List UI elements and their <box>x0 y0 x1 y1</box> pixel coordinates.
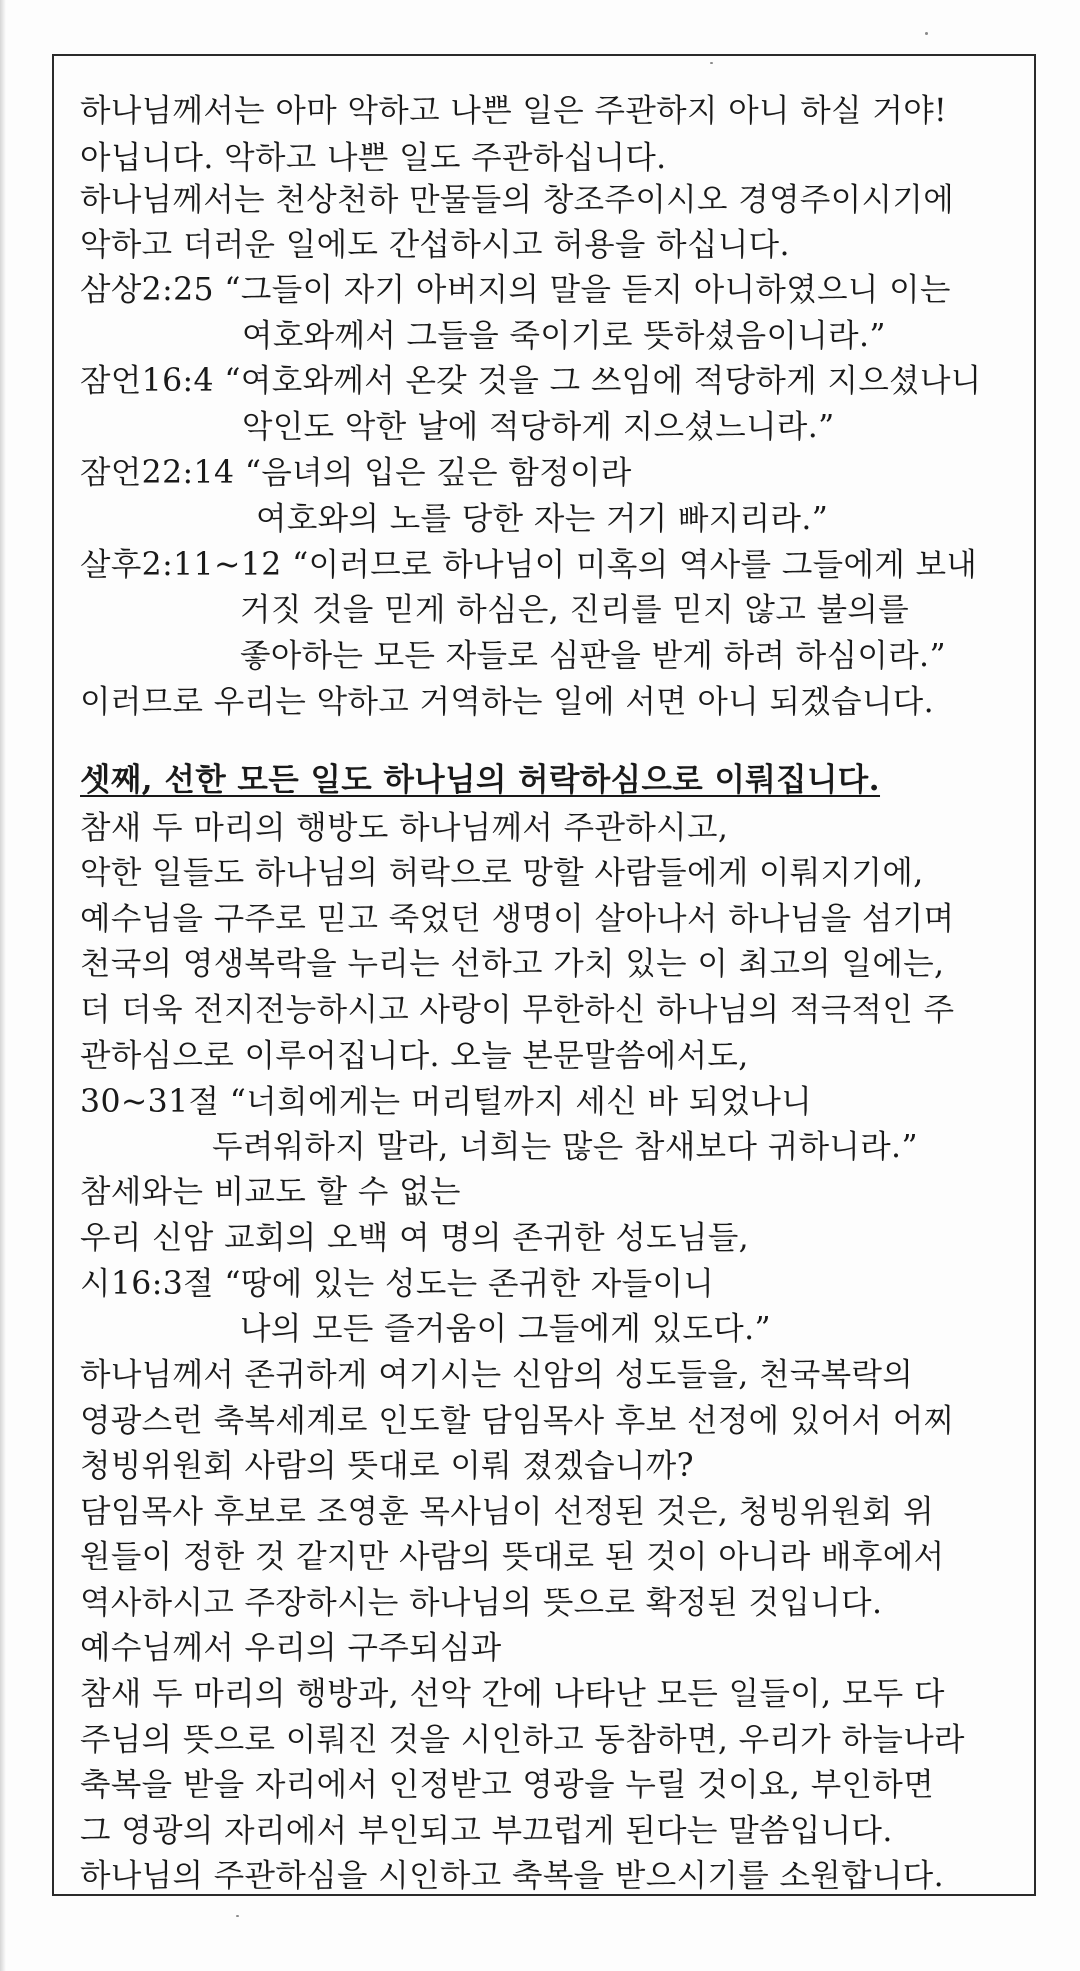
text-line: 관하심으로 이루어집니다. 오늘 본문말씀에서도, <box>80 1038 749 1074</box>
text-line: 담임목사 후보로 조영훈 목사님이 선정된 것은, 청빙위원회 위 <box>80 1494 935 1530</box>
text-line: 이러므로 우리는 악하고 거역하는 일에 서면 아니 되겠습니다. <box>80 684 935 720</box>
text-line: 잠언16:4 “여호와께서 온갖 것을 그 쓰임에 적당하게 지으셨나니 <box>80 363 982 399</box>
text-line: 하나님의 주관하심을 시인하고 축복을 받으시기를 소원합니다. <box>80 1858 945 1894</box>
text-line: 시16:3절 “땅에 있는 성도는 존귀한 자들이니 <box>80 1266 715 1302</box>
text-line: 참새 두 마리의 행방도 하나님께서 주관하시고, <box>80 810 729 846</box>
text-line: 우리 신암 교회의 오백 여 명의 존귀한 성도님들, <box>80 1220 750 1256</box>
text-line: 하나님께서 존귀하게 여기시는 신암의 성도들을, 천국복락의 <box>80 1357 914 1393</box>
text-line: 하나님께서는 아마 악하고 나쁜 일은 주관하지 아니 하실 거야! <box>80 93 948 129</box>
text-line: 영광스런 축복세계로 인도할 담임목사 후보 선정에 있어서 어찌 <box>80 1403 955 1439</box>
text-line: 주님의 뜻으로 이뤄진 것을 시인하고 동참하면, 우리가 하늘나라 <box>80 1722 965 1758</box>
text-line: 삼상2:25 “그들이 자기 아버지의 말을 듣지 아니하였으니 이는 <box>80 272 951 308</box>
text-line: 여호와의 노를 당한 자는 거기 빠지리라.” <box>256 501 829 537</box>
text-line: 여호와께서 그들을 죽이기로 뜻하셨음이니라.” <box>242 318 886 354</box>
text-line: 천국의 영생복락을 누리는 선하고 가치 있는 이 최고의 일에는, <box>80 946 945 982</box>
text-line: 원들이 정한 것 같지만 사람의 뜻대로 된 것이 아니라 배후에서 <box>80 1539 945 1575</box>
scan-speck <box>710 62 713 64</box>
text-line: 나의 모든 즐거움이 그들에게 있도다.” <box>240 1311 772 1347</box>
section-heading: 셋째, 선한 모든 일도 하나님의 허락하심으로 이뤄집니다. <box>80 761 881 798</box>
text-line: 악한 일들도 하나님의 허락으로 망할 사람들에게 이뤄지기에, <box>80 855 924 891</box>
text-line: 두려워하지 말라, 너희는 많은 참새보다 귀하니라.” <box>212 1129 918 1165</box>
text-line: 역사하시고 주장하시는 하나님의 뜻으로 확정된 것입니다. <box>80 1585 883 1621</box>
scan-speck <box>925 32 928 35</box>
text-line: 잠언22:14 “음녀의 입은 깊은 함정이라 <box>80 455 632 491</box>
text-line: 아닙니다. 악하고 나쁜 일도 주관하십니다. <box>80 140 667 176</box>
text-line: 참새 두 마리의 행방과, 선악 간에 나타난 모든 일들이, 모두 다 <box>80 1676 945 1712</box>
text-line: 30~31절 “너희에게는 머리털까지 세신 바 되었나니 <box>80 1084 813 1120</box>
text-line: 예수님께서 우리의 구주되심과 <box>80 1630 502 1666</box>
text-line: 참세와는 비교도 할 수 없는 <box>80 1174 461 1210</box>
text-line: 그 영광의 자리에서 부인되고 부끄럽게 된다는 말씀입니다. <box>80 1813 893 1849</box>
text-line: 악하고 더러운 일에도 간섭하시고 허용을 하십니다. <box>80 227 790 263</box>
text-line: 악인도 악한 날에 적당하게 지으셨느니라.” <box>242 409 835 445</box>
text-line: 예수님을 구주로 믿고 죽었던 생명이 살아나서 하나님을 섬기며 <box>80 901 955 937</box>
text-line: 청빙위원회 사람의 뜻대로 이뤄 졌겠습니까? <box>80 1448 694 1484</box>
text-line: 좋아하는 모든 자들로 심판을 받게 하려 하심이라.” <box>240 638 946 674</box>
text-line: 거짓 것을 믿게 하심은, 진리를 믿지 않고 불의를 <box>240 592 910 628</box>
text-line: 하나님께서는 천상천하 만물들의 창조주이시오 경영주이시기에 <box>80 182 955 218</box>
text-line: 살후2:11~12 “이러므로 하나님이 미혹의 역사를 그들에게 보내 <box>80 547 978 583</box>
text-line: 축복을 받을 자리에서 인정받고 영광을 누릴 것이요, 부인하면 <box>80 1767 935 1803</box>
scan-edge-shadow <box>0 0 6 1971</box>
text-line: 더 더욱 전지전능하시고 사랑이 무한하신 하나님의 적극적인 주 <box>80 992 955 1028</box>
scan-speck <box>236 1915 239 1917</box>
